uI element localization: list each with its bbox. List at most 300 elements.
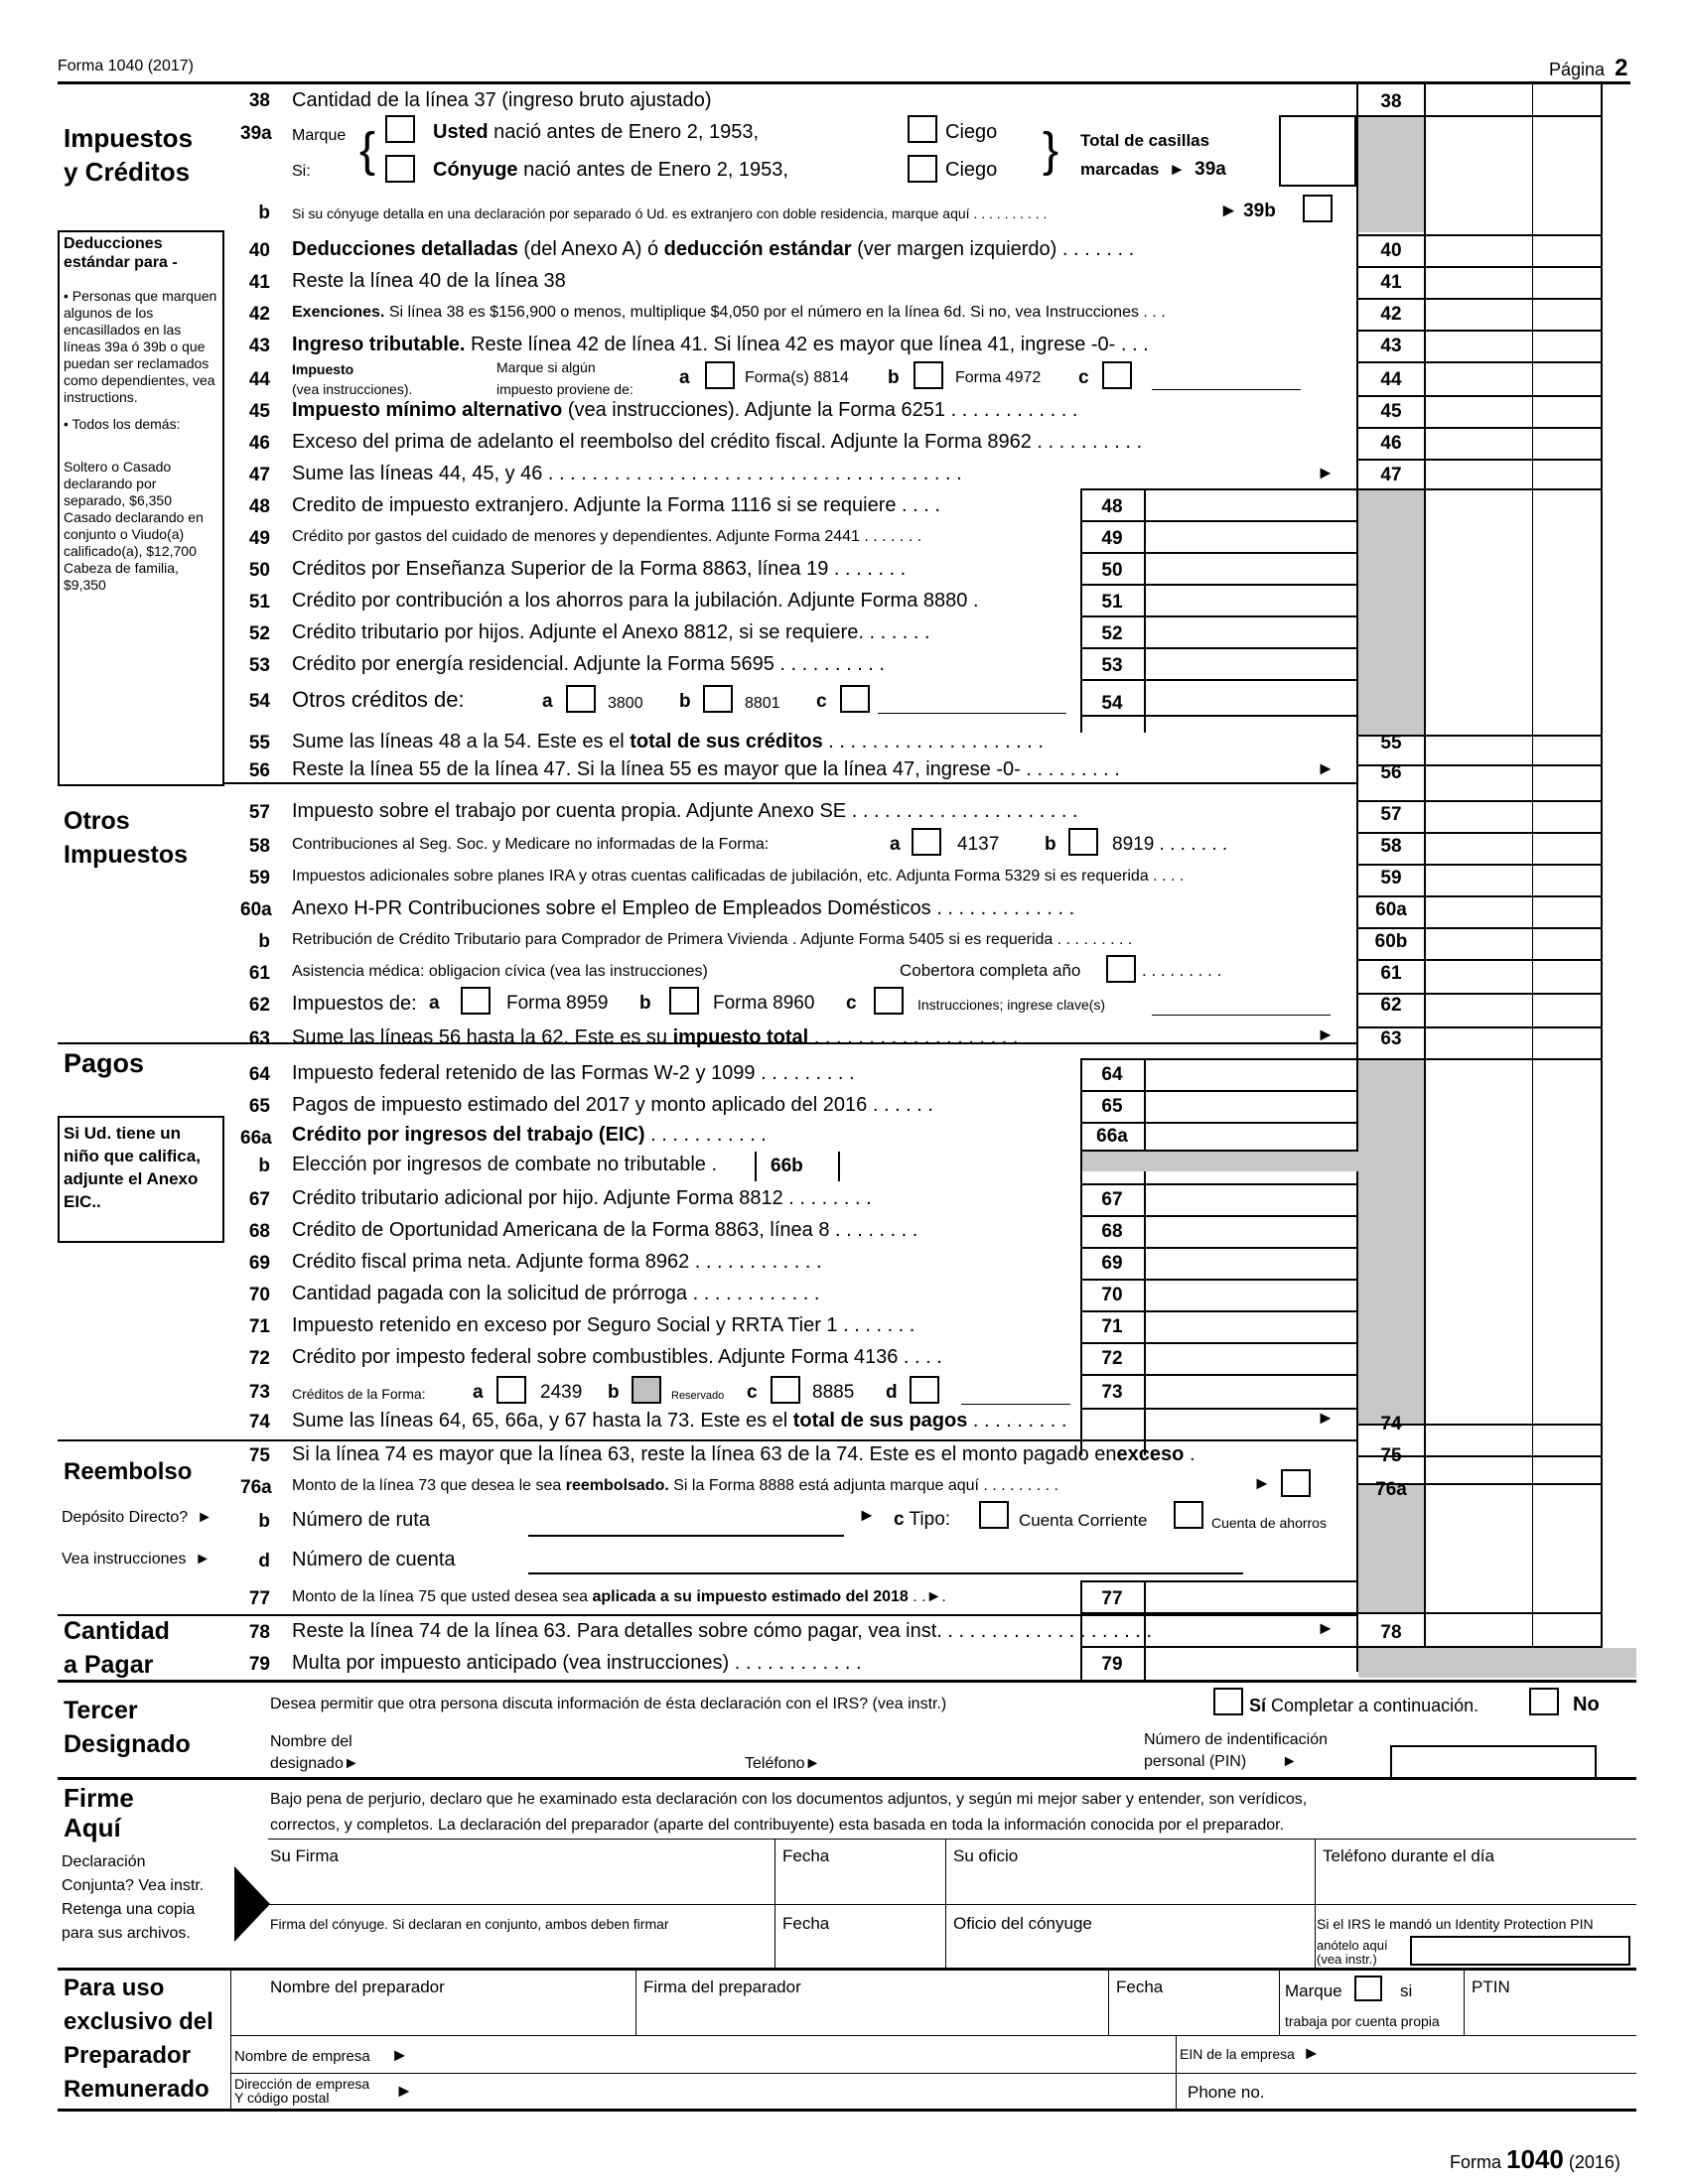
line-78-box-label: 78 — [1380, 1622, 1402, 1643]
checkbox-form-8888[interactable] — [1281, 1469, 1311, 1497]
form-8801-label: 8801 — [745, 695, 780, 712]
routing-number-field[interactable] — [528, 1535, 844, 1537]
line-69-box-label: 69 — [1101, 1253, 1123, 1274]
opt-b: b — [888, 367, 900, 388]
checkbox-third-party-yes[interactable] — [1213, 1688, 1243, 1715]
line-number: b — [258, 1511, 270, 1532]
line-79-text: Multa por impuesto anticipado (vea instrucciones) . . . . . . . . . . . . — [292, 1652, 862, 1674]
checkbox-8885[interactable] — [771, 1376, 800, 1404]
arrow-icon: ► — [1317, 1618, 1335, 1638]
line-45-box-label: 45 — [1380, 401, 1402, 422]
line-66b-text: Elección por ingresos de combate no tributable . — [292, 1154, 718, 1175]
blind-label: Ciego — [945, 159, 998, 181]
line-64-box-label: 64 — [1101, 1064, 1123, 1085]
row-rule — [1080, 715, 1358, 717]
line-38-box-label: 38 — [1380, 91, 1402, 112]
line-44-c-blank[interactable] — [1152, 389, 1301, 390]
daytime-phone-field[interactable]: Teléfono durante el día — [1323, 1846, 1494, 1865]
line-number: 49 — [248, 528, 270, 549]
std-deduction-bullet1: • Personas que marquen algunos de los encasillados en las líneas 39a ó 39b o que puedan ser reclamados como dependientes, vea instructions. — [64, 288, 217, 405]
line-39b-text: Si su cónyuge detalla en una declaración por separado ó Ud. es extranjero con doble residencia, marque aquí . . . . . . . . . . — [292, 205, 1048, 221]
line-number: 64 — [248, 1064, 270, 1085]
row-rule — [1080, 1279, 1358, 1281]
checkbox-reserved — [632, 1376, 661, 1404]
row-rule — [1080, 1646, 1603, 1648]
preparer-date-field[interactable]: Fecha — [1116, 1978, 1164, 1996]
opt-a: a — [890, 834, 901, 855]
eic-box — [58, 1116, 224, 1243]
line-61-text: Asistencia médica: obligacion cívica (vea las instrucciones) — [292, 963, 708, 980]
opt-b: b — [1045, 834, 1056, 855]
designee-pin-label2: personal (PIN) ► — [1144, 1753, 1298, 1771]
reserved-label: Reservado — [671, 1390, 725, 1402]
section-title-refund: Reembolso — [64, 1458, 193, 1485]
account-number-field[interactable] — [528, 1572, 1243, 1574]
designee-label: designado► — [270, 1755, 359, 1773]
row-rule — [1080, 520, 1358, 522]
line-number: 69 — [248, 1253, 270, 1274]
checkbox-spouse-born[interactable] — [385, 155, 415, 183]
form-8959-label: Forma 8959 — [506, 993, 609, 1014]
checkbox-8959[interactable] — [461, 987, 491, 1015]
line-47-text: Sume las líneas 44, 45, y 46 . . . . . . . . . . . . . . . . . . . . . . . . . . . . . . . . . . . . . . — [292, 463, 962, 484]
spouse-occupation-field[interactable]: Oficio del cónyuge — [953, 1914, 1092, 1933]
form-8919-label: 8919 . . . . . . . — [1112, 834, 1228, 855]
line-42-text: Exenciones. Si línea 38 es $156,900 o menos, multiplique $4,050 por el número en la línea 6d. Si no, vea Instrucciones . . . — [292, 304, 1166, 321]
line-76b-text: Número de ruta — [292, 1509, 430, 1531]
line-number: 42 — [248, 304, 270, 325]
line-71-box-label: 71 — [1101, 1316, 1123, 1337]
checkbox-8814[interactable] — [705, 361, 735, 389]
checkbox-2439[interactable] — [496, 1376, 526, 1404]
line-54-text: Otros créditos de: — [292, 687, 465, 712]
line-62-box-label: 62 — [1380, 995, 1402, 1016]
opt-c: c — [747, 1382, 758, 1403]
row-rule — [1356, 459, 1603, 461]
shaded-area — [1358, 117, 1424, 232]
ip-pin-instr: (vea instr.) — [1317, 1952, 1377, 1967]
line-67-text: Crédito tributario adicional por hijo. Adjunte Forma 8812 . . . . . . . . — [292, 1187, 872, 1209]
line-75-box-label: 75 — [1380, 1445, 1402, 1466]
row-rule — [1080, 679, 1358, 681]
section-rule — [58, 1439, 1358, 1441]
dots: . . . . . . . . . — [1142, 961, 1222, 980]
firm-phone-field[interactable]: Phone no. — [1188, 2083, 1265, 2102]
marcadas-label: marcadas ► 39a — [1080, 159, 1226, 181]
inner-col-divider — [1144, 1060, 1146, 1455]
spouse-born-text: Cónyuge nació antes de Enero 2, 1953, — [433, 159, 788, 181]
preparer-signature-field[interactable]: Firma del preparador — [643, 1978, 801, 1996]
std-deduction-box — [58, 230, 224, 786]
line-number: 55 — [248, 733, 270, 753]
section-title-payments: Pagos — [64, 1048, 145, 1078]
spouse-signature-field[interactable]: Firma del cónyuge. Si declaran en conjunto, ambos deben firmar — [270, 1916, 669, 1932]
checkbox-usted-blind[interactable] — [908, 115, 937, 143]
arrow-icon: ► — [1317, 1024, 1335, 1044]
line-63-text: Sume las líneas 56 hasta la 62. Este es su impuesto total . . . . . . . . . . . . . . . . . . . — [292, 1026, 1019, 1048]
line-56-box-label: 56 — [1380, 762, 1402, 783]
spouse-date-field[interactable]: Fecha — [782, 1914, 830, 1933]
line-44-impuesto: Impuesto — [292, 361, 354, 377]
form-2439-label: 2439 — [540, 1382, 583, 1403]
checkbox-spouse-blind[interactable] — [908, 155, 937, 183]
line-60b-box-label: 60b — [1374, 931, 1408, 952]
line-number: 77 — [248, 1588, 270, 1609]
line-62-text: Impuestos de: — [292, 993, 417, 1015]
instructions-code-label: Instrucciones; ingrese clave(s) — [917, 997, 1106, 1013]
line-number: 43 — [248, 336, 270, 356]
line-61-box-label: 61 — [1380, 963, 1402, 984]
row-rule — [1080, 1342, 1358, 1344]
section-rule — [58, 1968, 1636, 1971]
line-50-box-label: 50 — [1101, 560, 1123, 581]
line-38-text: Cantidad de la línea 37 (ingreso bruto ajustado) — [292, 89, 712, 111]
line-number: 74 — [248, 1412, 270, 1433]
checkbox-savings[interactable] — [1174, 1501, 1203, 1529]
line-60b-text: Retribución de Crédito Tributario para Comprador de Primera Vivienda . Adjunte Forma 5405 si es requerida . . . . . . . . . — [292, 931, 1133, 948]
row-rule — [1080, 552, 1358, 554]
line-50-text: Créditos por Enseñanza Superior de la Forma 8863, línea 19 . . . . . . . — [292, 558, 907, 580]
prep-col — [230, 1970, 231, 2109]
line-number: 70 — [248, 1285, 270, 1305]
sign-col — [945, 1839, 946, 1970]
row-rule — [1356, 361, 1603, 363]
line-number: 73 — [248, 1382, 270, 1403]
marque-label: Marque — [292, 127, 347, 144]
usted-born-text: Usted nació antes de Enero 2, 1953, — [433, 121, 759, 143]
designee-pin-input[interactable] — [1390, 1745, 1597, 1779]
line-75-text: Si la línea 74 es mayor que la línea 63, reste la línea 63 de la 74. Este es el monto pagado enexceso . — [292, 1443, 1196, 1465]
line-57-text: Impuesto sobre el trabajo por cuenta propia. Adjunte Anexo SE . . . . . . . . . . . . . . . . . . . . . — [292, 800, 1078, 822]
line-77-box-label: 77 — [1101, 1588, 1123, 1609]
checkbox-54c[interactable] — [840, 685, 870, 713]
form-footer: Forma 1040 (2016) — [1450, 2144, 1620, 2174]
opt-b: b — [639, 993, 651, 1014]
row-rule — [1356, 266, 1603, 268]
line-42-box-label: 42 — [1380, 304, 1402, 325]
prep-rule — [230, 2073, 1636, 2074]
checkbox-usted-born[interactable] — [385, 115, 415, 143]
row-rule — [1356, 959, 1603, 961]
line-72-text: Crédito por impesto federal sobre combustibles. Adjunte Forma 4136 . . . . — [292, 1346, 942, 1368]
opt-b: b — [679, 691, 691, 712]
line-55-text: Sume las líneas 48 a la 54. Este es el total de sus créditos . . . . . . . . . . . . . . . . . . . . — [292, 731, 1044, 752]
line-74-box-label: 74 — [1380, 1414, 1402, 1434]
line-73-text: Créditos de la Forma: — [292, 1386, 426, 1402]
arrow-icon: ► — [395, 2081, 413, 2101]
cents-divider — [1532, 83, 1533, 1672]
prep-col — [635, 1970, 636, 2035]
self-employed-label: Marque — [1285, 1981, 1342, 2000]
std-deduction-bullet2: • Todos los demás: — [64, 416, 181, 432]
std-deduction-title: Deducciones estándar para - — [64, 235, 178, 271]
line-44-marque: Marque si algún — [496, 359, 596, 375]
row-rule — [1080, 1058, 1603, 1060]
form-8885-label: 8885 — [812, 1382, 855, 1403]
row-rule — [1080, 1374, 1358, 1376]
line-number: 59 — [248, 868, 270, 888]
firm-name-field[interactable]: Nombre de empresa ► — [234, 2045, 408, 2066]
perjury-statement-1: Bajo pena de perjurio, declaro que he examinado esta declaración con los documentos adjuntos, y según mi mejor saber y entender, son verídicos, — [270, 1791, 1308, 1808]
line-53-box-label: 53 — [1101, 655, 1123, 676]
prep-col — [1464, 1970, 1465, 2035]
see-instructions-note: Vea instrucciones ► — [62, 1551, 211, 1569]
ip-pin-input[interactable] — [1410, 1936, 1630, 1966]
third-party-question: Desea permitir que otra persona discuta información de ésta declaración con el IRS? (vea instr.) — [270, 1696, 947, 1712]
row-rule — [1080, 1090, 1358, 1092]
opt-a: a — [429, 993, 440, 1014]
row-rule — [1080, 1150, 1358, 1152]
line-number: 68 — [248, 1221, 270, 1242]
line-70-text: Cantidad pagada con la solicitud de prórroga . . . . . . . . . . . . — [292, 1283, 820, 1304]
direct-deposit-note: Depósito Directo? ► — [62, 1509, 212, 1527]
self-employed-label2: trabaja por cuenta propia — [1285, 2013, 1440, 2029]
line-number: b — [258, 1156, 270, 1176]
line-44-proviene: impuesto proviene de: — [496, 381, 633, 397]
row-rule — [1080, 615, 1358, 617]
shaded-area — [1358, 1648, 1636, 1678]
opt-a: a — [679, 367, 690, 388]
ip-pin-here: anótelo aquí — [1317, 1938, 1388, 1953]
line-66a-box-label: 66a — [1096, 1126, 1128, 1147]
section-title-amount-due: Cantidad a Pagar — [64, 1617, 170, 1679]
checkbox-62c[interactable] — [874, 987, 904, 1015]
form-8960-label: Forma 8960 — [713, 993, 815, 1014]
line-65-box-label: 65 — [1101, 1096, 1123, 1117]
section-rule — [58, 1614, 1358, 1616]
line-51-text: Crédito por contribución a los ahorros para la jubilación. Adjunte Forma 8880 . — [292, 590, 979, 612]
preparer-name-field[interactable]: Nombre del preparador — [270, 1978, 445, 1996]
line-45-text: Impuesto mínimo alternativo (vea instrucciones). Adjunte la Forma 6251 . . . . . . . . . . . . — [292, 399, 1078, 421]
line-number: 44 — [248, 369, 270, 390]
line-number: 54 — [248, 691, 270, 712]
row-rule — [1080, 1215, 1358, 1217]
checkbox-third-party-no[interactable] — [1529, 1688, 1559, 1715]
row-rule — [1080, 1310, 1358, 1312]
line-55-box-label: 55 — [1380, 733, 1402, 753]
line-48-box-label: 48 — [1101, 496, 1123, 517]
line-number: 62 — [248, 995, 270, 1016]
line-46-box-label: 46 — [1380, 433, 1402, 454]
line-56-text: Reste la línea 55 de la línea 47. Si la línea 55 es mayor que la línea 47, ingrese -0- . . . . . . . . . — [292, 758, 1120, 780]
opt-b: b — [608, 1382, 620, 1403]
line-40-text: Deducciones detalladas (del Anexo A) ó deducción estándar (ver margen izquierdo) . . . . . . . — [292, 238, 1135, 260]
checkbox-3800[interactable] — [566, 685, 596, 713]
line-41-box-label: 41 — [1380, 272, 1402, 293]
form-3800-label: 3800 — [608, 695, 643, 712]
checkbox-8960[interactable] — [669, 987, 699, 1015]
row-rule — [1356, 895, 1603, 897]
col-divider — [1424, 83, 1426, 1672]
line-number: 66a — [240, 1128, 272, 1149]
line-78-text: Reste la línea 74 de la línea 63. Para detalles sobre cómo pagar, vea inst. . . . . . . . . . . . . . . . . . . . — [292, 1620, 1153, 1642]
prep-col — [1176, 2035, 1177, 2109]
checkbox-4972[interactable] — [914, 361, 943, 389]
checkbox-44c[interactable] — [1102, 361, 1132, 389]
line-number: b — [258, 931, 270, 952]
line-66b-box-label[interactable]: 66b — [755, 1152, 840, 1181]
full-year-coverage-label: Cobertora completa año — [900, 961, 1081, 980]
page-number: Página 2 — [1549, 55, 1628, 81]
arrow-icon: ► — [1317, 463, 1335, 482]
prep-col — [1279, 1970, 1280, 2035]
line-74-text: Sume las líneas 64, 65, 66a, y 67 hasta la 73. Este es el total de sus pagos . . . . . . . . . — [292, 1410, 1067, 1432]
arrow-icon: ► — [1317, 1408, 1335, 1428]
line-48-text: Credito de impuesto extranjero. Adjunte la Forma 1116 si se requiere . . . . — [292, 494, 940, 516]
row-rule — [1356, 234, 1603, 236]
joint-return-note: Declaración Conjunta? Vea instr. Retenga una copia para sus archivos. — [62, 1853, 205, 1942]
section-rule — [58, 1680, 1636, 1683]
row-rule — [1080, 1122, 1358, 1124]
line-number: 39a — [240, 123, 272, 144]
blind-label: Ciego — [945, 121, 998, 143]
line-49-text: Crédito por gastos del cuidado de menores y dependientes. Adjunte Forma 2441 . . . . . . . — [292, 528, 922, 545]
row-rule — [1080, 1580, 1358, 1582]
line-68-text: Crédito de Oportunidad Americana de la Forma 8863, línea 8 . . . . . . . . — [292, 1219, 918, 1241]
line-number: 76a — [240, 1477, 272, 1498]
row-rule — [1080, 1183, 1358, 1185]
line-number: 50 — [248, 560, 270, 581]
line-73-box-label: 73 — [1101, 1382, 1123, 1403]
line-number: 58 — [248, 836, 270, 857]
designee-pin-label: Número de indentificación — [1144, 1731, 1328, 1748]
third-party-yes-label: Sí Completar a continuación. — [1249, 1696, 1479, 1715]
your-signature-field[interactable]: Su Firma — [270, 1846, 339, 1865]
row-rule — [1356, 330, 1603, 332]
checkbox-4137[interactable] — [912, 828, 941, 856]
sign-rule — [268, 1904, 1636, 1905]
section-title-taxes: Impuestos y Créditos — [64, 123, 194, 187]
line-number: 53 — [248, 655, 270, 676]
firm-address-field[interactable]: Dirección de empresa Y código postal — [234, 2076, 370, 2106]
prep-col — [1108, 1970, 1109, 2035]
perjury-statement-2: correctos, y completos. La declaración del preparador (aparte del contribuyente) esta basada en toda la información conocida por el preparador. — [270, 1817, 1285, 1834]
row-rule — [1356, 864, 1603, 866]
line-43-text: Ingreso tributable. Reste línea 42 de línea 41. Si línea 42 es mayor que línea 41, ingrese -0- . . . — [292, 334, 1149, 355]
eic-note: Si Ud. tiene un niño que califica, adjunte el Anexo EIC.. — [64, 1124, 201, 1211]
line-59-box-label: 59 — [1380, 868, 1402, 888]
opt-a: a — [473, 1382, 484, 1403]
line-58-box-label: 58 — [1380, 836, 1402, 857]
line-39b-label: ► 39b — [1219, 201, 1276, 222]
checkbox-full-coverage[interactable] — [1106, 955, 1136, 983]
line-72-box-label: 72 — [1101, 1348, 1123, 1369]
checking-label: Cuenta Corriente — [1019, 1511, 1148, 1530]
row-rule — [1356, 800, 1603, 802]
section-title-preparer: Para uso exclusivo del Preparador Remunerado — [64, 1975, 213, 2103]
line-79-box-label: 79 — [1101, 1654, 1123, 1675]
opt-c: c — [1078, 367, 1089, 388]
signature-date-field[interactable]: Fecha — [782, 1846, 830, 1865]
line-60a-text: Anexo H-PR Contribuciones sobre el Empleo de Empleados Domésticos . . . . . . . . . . . . . — [292, 897, 1075, 919]
opt-a: a — [542, 691, 553, 712]
line-number: 63 — [248, 1028, 270, 1049]
ptin-field[interactable]: PTIN — [1472, 1978, 1510, 1996]
line-59-text: Impuestos adicionales sobre planes IRA y otras cuentas calificadas de jubilación, etc. Adjunta Forma 5329 si es requerida . . . . — [292, 868, 1185, 885]
line-number: 41 — [248, 272, 270, 293]
row-rule — [1080, 647, 1358, 649]
inner-col-divider — [1144, 488, 1146, 733]
row-rule — [1080, 584, 1358, 586]
line-73-d-blank[interactable] — [961, 1404, 1070, 1405]
std-deduction-amounts: Soltero o Casado declarando por separado, $6,350 Casado declarando en conjunto o Viudo(a) calificado(a), $12,700 Cabeza de familia, $9,350 — [64, 459, 204, 593]
line-57-box-label: 57 — [1380, 804, 1402, 825]
line-70-box-label: 70 — [1101, 1285, 1123, 1305]
checkbox-checking[interactable] — [979, 1501, 1009, 1529]
arrow-icon: ► — [858, 1505, 876, 1525]
line-number: 47 — [248, 465, 270, 485]
shaded-area — [1082, 1150, 1358, 1171]
line-number: b — [258, 203, 270, 223]
line-77-text: Monto de la línea 75 que usted desea sea aplicada a su impuesto estimado del 2018 . .► . — [292, 1588, 946, 1606]
line-44-box-label: 44 — [1380, 369, 1402, 390]
form-8814-label: Forma(s) 8814 — [745, 369, 849, 386]
row-rule — [1356, 927, 1603, 929]
row-rule — [1080, 1247, 1358, 1249]
checkbox-73d[interactable] — [910, 1376, 939, 1404]
line-64-text: Impuesto federal retenido de las Formas W-2 y 1099 . . . . . . . . . — [292, 1062, 855, 1084]
savings-label: Cuenta de ahorros — [1211, 1515, 1327, 1531]
sign-col — [1315, 1839, 1316, 1970]
self-employed-si: si — [1400, 1981, 1413, 2000]
line-40-box-label: 40 — [1380, 240, 1402, 261]
form-4972-label: Forma 4972 — [955, 369, 1042, 386]
line-60a-box-label: 60a — [1375, 899, 1407, 920]
left-brace: { — [359, 124, 376, 177]
line-67-box-label: 67 — [1101, 1189, 1123, 1210]
sign-col — [774, 1839, 775, 1970]
line-76a-box-label: 76a — [1375, 1479, 1407, 1500]
line-41-text: Reste la línea 40 de la línea 38 — [292, 270, 566, 292]
line-47-box-label: 47 — [1380, 465, 1402, 485]
line-number: 75 — [248, 1445, 270, 1466]
line-62-code-blank[interactable] — [1152, 1015, 1331, 1016]
firm-ein-field[interactable]: EIN de la empresa ► — [1180, 2043, 1321, 2064]
occupation-field[interactable]: Su oficio — [953, 1846, 1019, 1865]
line-number: 60a — [240, 899, 272, 920]
designee-name-label: Nombre del — [270, 1733, 352, 1750]
line-number: 72 — [248, 1348, 270, 1369]
checkbox-39b[interactable] — [1303, 195, 1333, 222]
line-number: 79 — [248, 1654, 270, 1675]
line-46-text: Exceso del prima de adelanto el reembolso del crédito fiscal. Adjunte la Forma 8962 . . . . . . . . . . — [292, 431, 1143, 453]
row-rule — [1356, 115, 1603, 117]
shaded-area — [1358, 1483, 1424, 1612]
line-52-box-label: 52 — [1101, 623, 1123, 644]
checkbox-8801[interactable] — [703, 685, 733, 713]
line-44-instr: (vea instrucciones). — [292, 381, 413, 397]
arrow-icon: ► — [1317, 758, 1335, 778]
section-rule — [58, 2109, 1636, 2112]
line-number: 56 — [248, 760, 270, 781]
shaded-area — [1358, 490, 1424, 735]
line-54-box-label: 54 — [1101, 693, 1123, 714]
checkbox-8919[interactable] — [1068, 828, 1098, 856]
top-rule — [58, 81, 1630, 84]
checkbox-self-employed[interactable] — [1354, 1976, 1382, 2001]
form-4137-label: 4137 — [957, 834, 1000, 855]
row-rule — [1356, 832, 1603, 834]
line-number: d — [258, 1551, 270, 1571]
row-rule — [1080, 488, 1603, 490]
line-number: 40 — [248, 240, 270, 261]
line-54-c-blank[interactable] — [878, 713, 1066, 714]
line-66a-text: Crédito por ingresos del trabajo (EIC) . . . . . . . . . . . — [292, 1124, 767, 1146]
total-boxes-input[interactable] — [1279, 115, 1356, 187]
opt-d: d — [886, 1382, 898, 1403]
sign-rule — [268, 1839, 1636, 1840]
third-party-no-label: No — [1573, 1694, 1600, 1715]
